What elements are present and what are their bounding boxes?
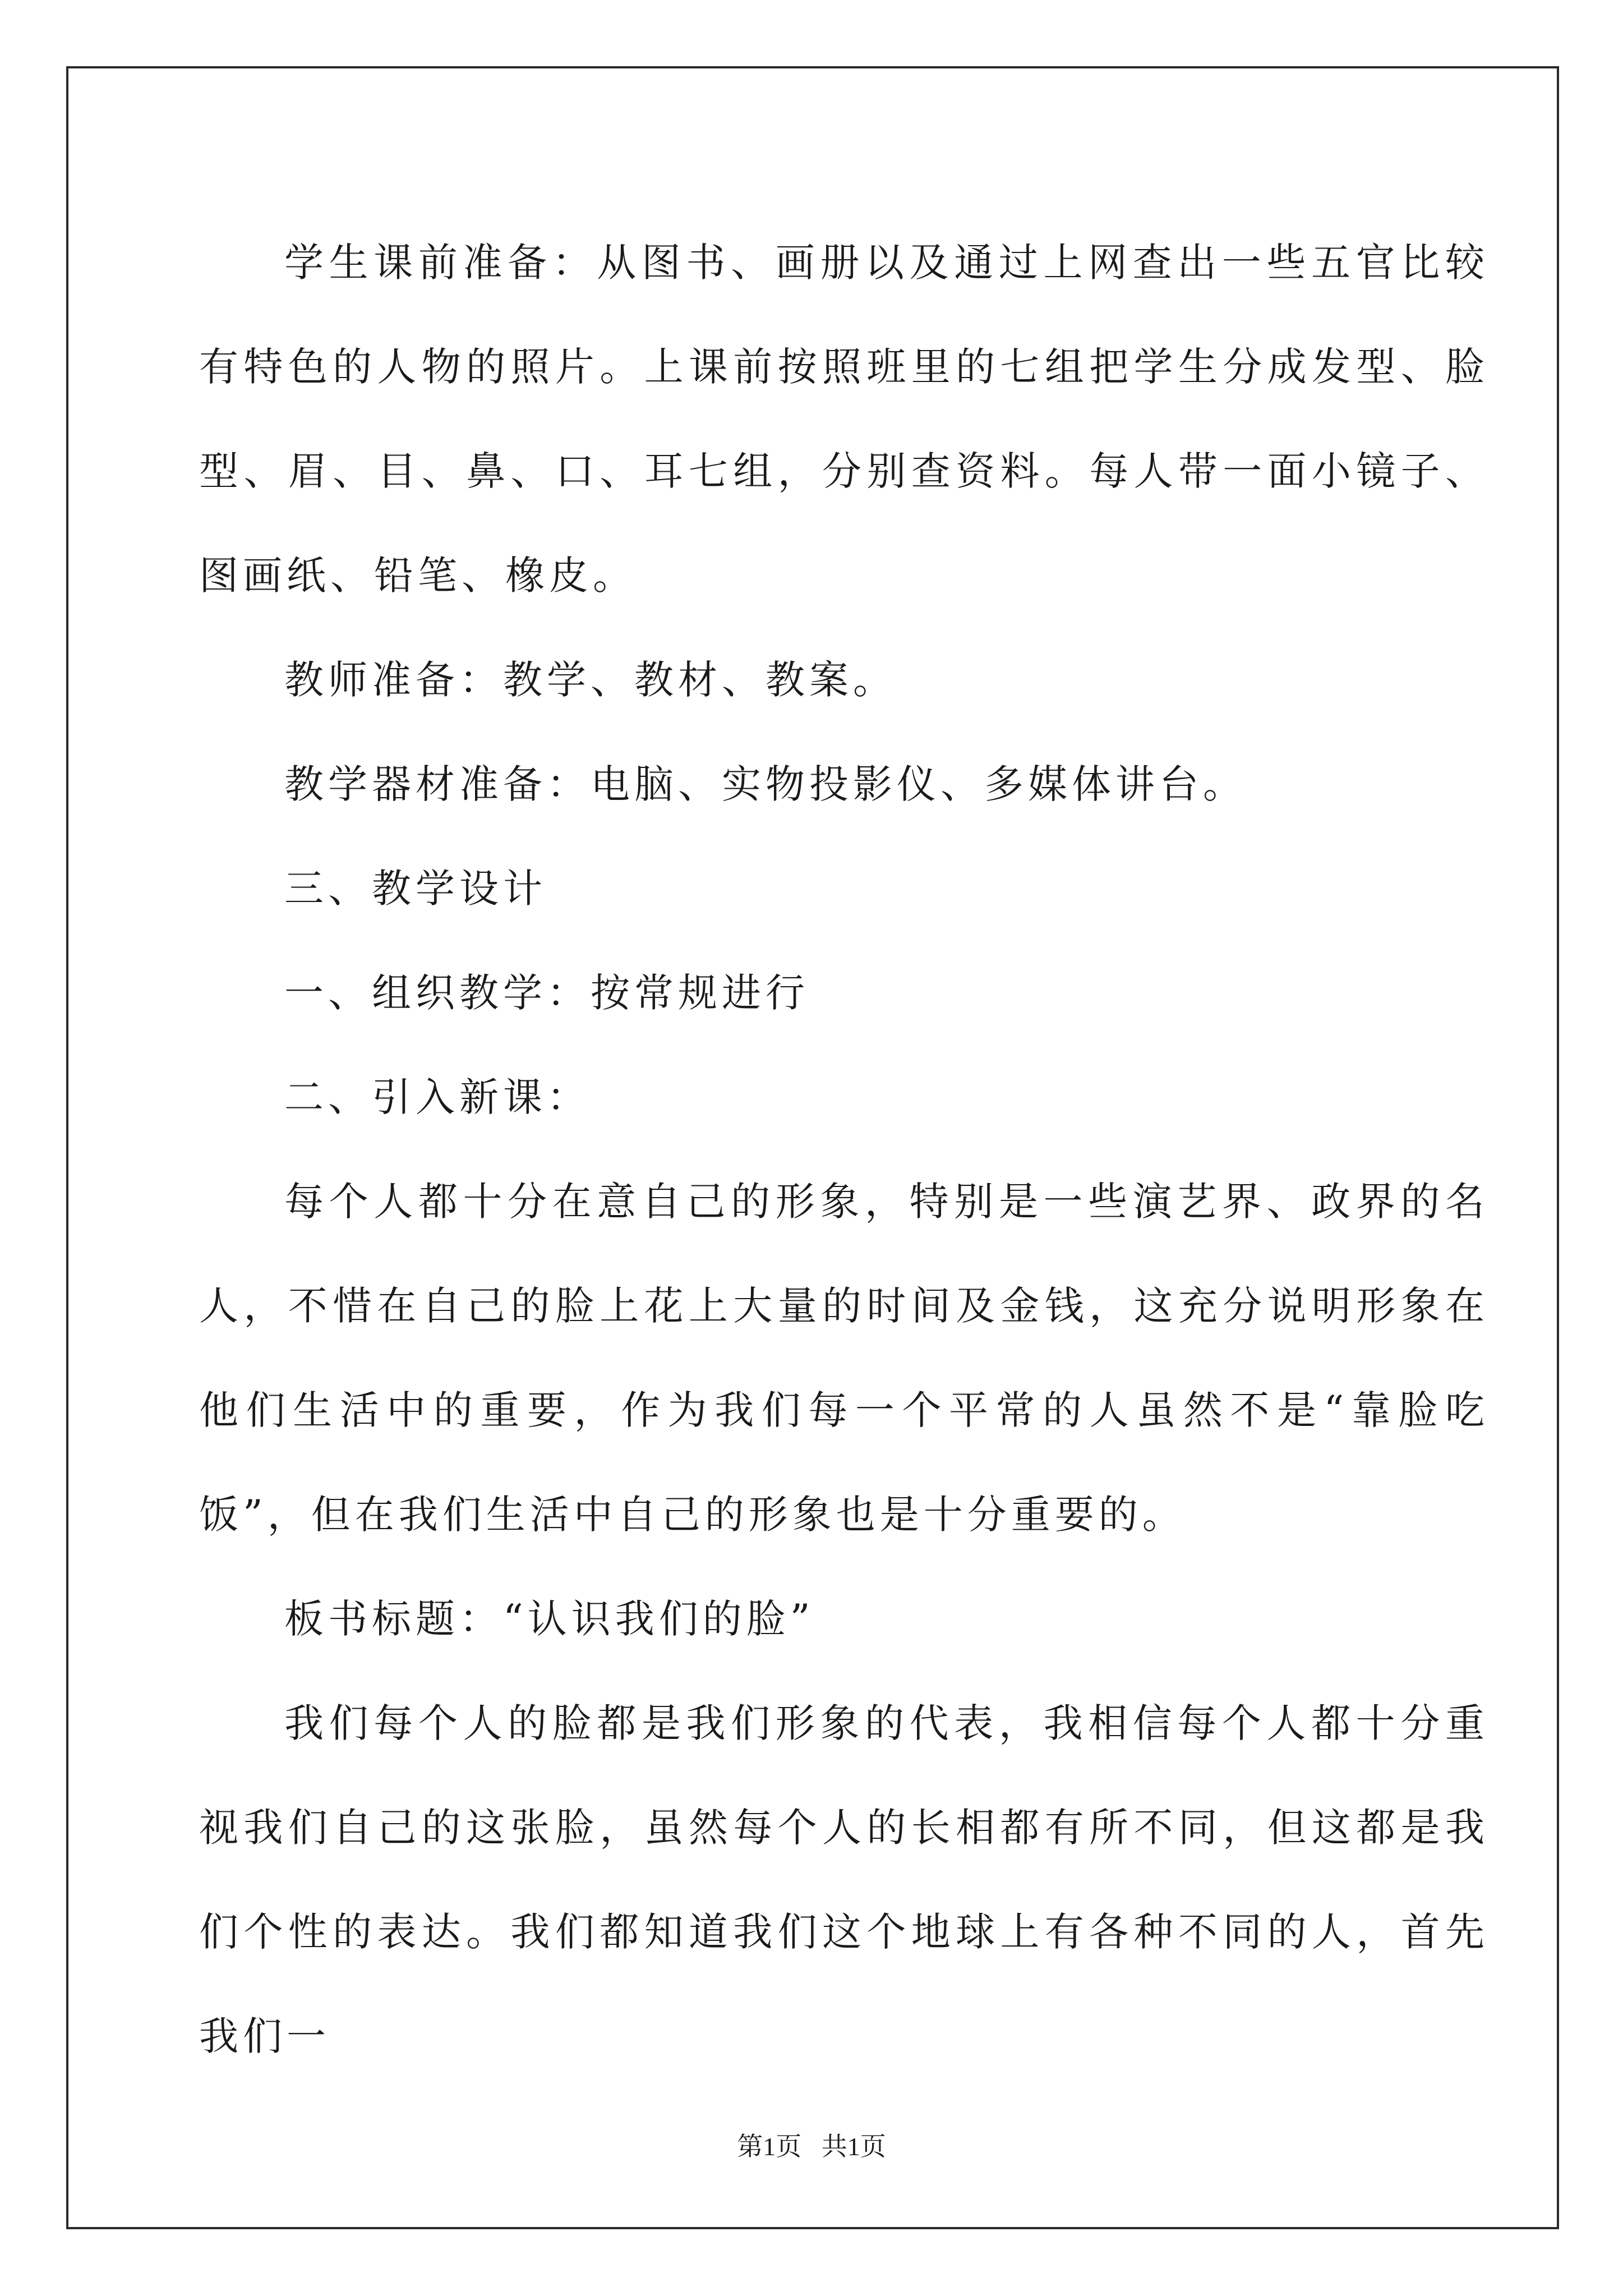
paragraph-board-title: 板书标题：“认识我们的脸” bbox=[284, 1596, 815, 1642]
section-heading-organize-teaching: 一、组织教学：按常规进行 bbox=[284, 970, 809, 1016]
document-body bbox=[199, 210, 1489, 2088]
page-total: 共1页 bbox=[821, 2132, 886, 2161]
page-number: 第1页 bbox=[737, 2132, 802, 2161]
page-footer bbox=[0, 2126, 1623, 2163]
section-heading-teaching-design: 三、教学设计 bbox=[284, 866, 547, 912]
paragraph-our-faces: 我们每个人的脸都是我们形象的代表，我相信每个人都十分重视我们自己的这张脸，虽然每个人的长相都有所不同，但这都是我们个性的表达。我们都知道我们这个地球上有各种不同的人，首先我们一 bbox=[199, 1700, 1489, 2059]
paragraph-image-importance: 每个人都十分在意自己的形象，特别是一些演艺界、政界的名人，不惜在自己的脸上花上大量的时间及金钱，这充分说明形象在他们生活中的重要，作为我们每一个平常的人虽然不是“靠脸吃饭”，但在我们生活中自己的形象也是十分重要的。 bbox=[199, 1179, 1489, 1538]
paragraph-teacher-preparation: 教师准备：教学、教材、教案。 bbox=[284, 657, 897, 703]
paragraph-student-preparation: 学生课前准备：从图书、画册以及通过上网查出一些五官比较有特色的人物的照片。上课前按照班里的七组把学生分成发型、脸型、眉、目、鼻、口、耳七组，分别查资料。每人带一面小镜子、图画纸、铅笔、橡皮。 bbox=[199, 240, 1489, 599]
paragraph-equipment-preparation: 教学器材准备：电脑、实物投影仪、多媒体讲台。 bbox=[284, 761, 1247, 807]
section-heading-introduce-lesson: 二、引入新课： bbox=[284, 1074, 591, 1120]
